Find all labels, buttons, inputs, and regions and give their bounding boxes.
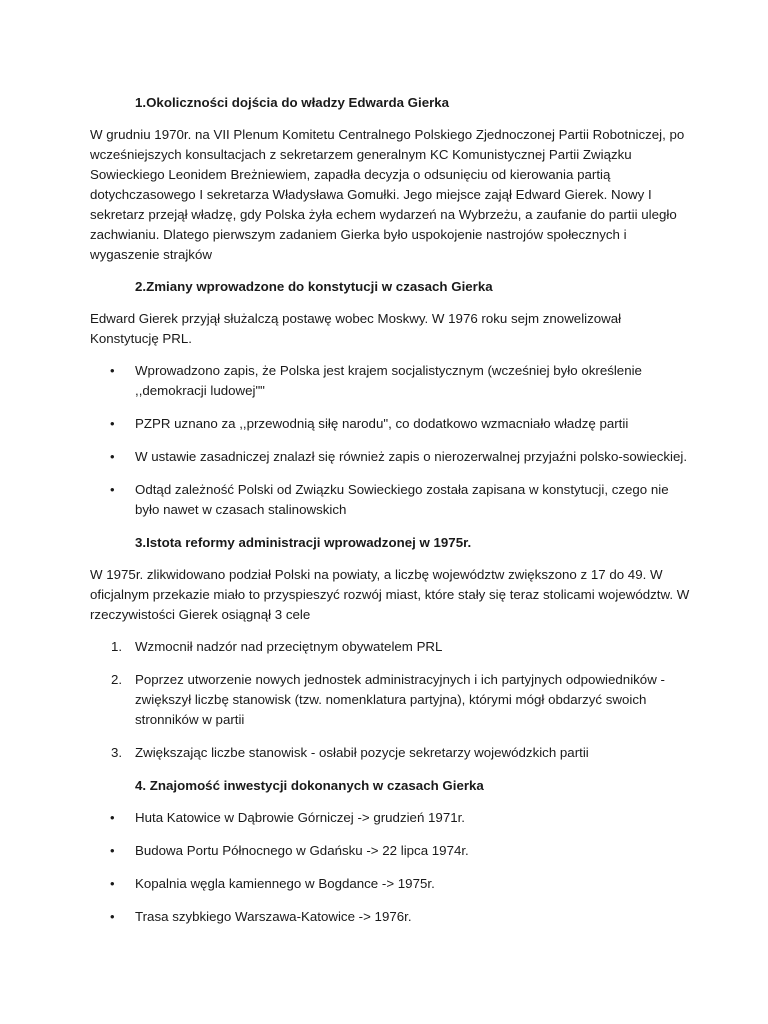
- list-item: [90, 808, 690, 828]
- bullet-icon: •: [110, 416, 115, 431]
- list-item-text: Huta Katowice w Dąbrowie Górniczej -> grudzień 1971r.: [135, 810, 466, 825]
- list-item: [90, 874, 690, 894]
- list-item: [90, 637, 690, 657]
- section-1-heading: 1.Okoliczności dojścia do władzy Edwarda Gierka: [135, 95, 450, 110]
- list-item: [90, 841, 690, 861]
- list-item: [90, 414, 690, 434]
- list-number: 3.: [111, 745, 123, 760]
- section-1-paragraph: W grudniu 1970r. na VII Plenum Komitetu Centralnego Polskiego Zjednoczonej Partii Robotniczej, po wcześniejszych konsultacjach z sekretarzem generalnym KC Komunistycznej Partii Związku Sowieckiego Leonidem Breżniewiem, zapadła decyzja o odsunięciu od kierowania partią dotychczasowego I sekretarza Władysława Gomułki. Jego miejsce zajął Edward Gierek. Nowy I sekretarz przejął władzę, gdy Polska żyła echem wydarzeń na Wybrzeżu, a zaufanie do partii uległo zachwianiu. Dlatego pierwszym zadaniem Gierka było uspokojenie nastrojów społecznych i wygaszenie strajków: [90, 127, 685, 262]
- list-item-text: Zwiększając liczbe stanowisk - osłabił pozycje sekretarzy wojewódzkich partii: [135, 745, 589, 760]
- bullet-icon: •: [110, 482, 115, 497]
- list-item-text: W ustawie zasadniczej znalazł się również zapis o nierozerwalnej przyjaźni polsko-sowieckiej.: [135, 449, 688, 464]
- bullet-icon: •: [110, 363, 115, 378]
- bullet-icon: •: [110, 909, 115, 924]
- bullet-icon: •: [110, 843, 115, 858]
- list-item-text: Wprowadzono zapis, że Polska jest krajem socjalistycznym (wcześniej było określenie ,,demokracji ludowej"": [135, 363, 642, 398]
- section-3-numbered-list: [90, 637, 690, 763]
- section-4-heading: 4. Znajomość inwestycji dokonanych w czasach Gierka: [135, 778, 484, 793]
- bullet-icon: •: [110, 876, 115, 891]
- section-4-bullet-list: [90, 808, 690, 927]
- list-item: [90, 480, 690, 520]
- list-item: [90, 907, 690, 927]
- list-item-text: Trasa szybkiego Warszawa-Katowice -> 1976r.: [135, 909, 412, 924]
- section-3-heading: 3.Istota reformy administracji wprowadzonej w 1975r.: [135, 535, 472, 550]
- list-item-text: Budowa Portu Północnego w Gdańsku -> 22 lipca 1974r.: [135, 843, 469, 858]
- document-body: [90, 93, 690, 940]
- section-2-bullet-list: [90, 361, 690, 520]
- list-item-text: Odtąd zależność Polski od Związku Sowieckiego została zapisana w konstytucji, czego nie było nawet w czasach stalinowskich: [135, 482, 669, 517]
- list-item-text: Kopalnia węgla kamiennego w Bogdance -> 1975r.: [135, 876, 435, 891]
- section-3-paragraph: W 1975r. zlikwidowano podział Polski na powiaty, a liczbę województw zwiększono z 17 do 49. W oficjalnym przekazie miało to przyspieszyć rozwój miast, które stały się teraz stolicami województw. W rzeczywistości Gierek osiągnął 3 cele: [90, 567, 690, 622]
- list-number: 1.: [111, 639, 123, 654]
- section-2-heading: 2.Zmiany wprowadzone do konstytucji w czasach Gierka: [135, 279, 493, 294]
- list-item: [90, 447, 690, 467]
- bullet-icon: •: [110, 810, 115, 825]
- list-item: [90, 743, 690, 763]
- list-item-text: Wzmocnił nadzór nad przeciętnym obywatelem PRL: [135, 639, 443, 654]
- list-item: [90, 361, 690, 401]
- list-item-text: PZPR uznano za ,,przewodnią siłę narodu", co dodatkowo wzmacniało władzę partii: [135, 416, 629, 431]
- list-item-text: Poprzez utworzenie nowych jednostek administracyjnych i ich partyjnych odpowiedników - zwiększył liczbę stanowisk (tzw. nomenklatura partyjna), którymi mógł obdarzyć swoich stronników w partii: [135, 672, 665, 727]
- list-number: 2.: [111, 672, 123, 687]
- bullet-icon: •: [110, 449, 115, 464]
- section-2-paragraph: Edward Gierek przyjął służalczą postawę wobec Moskwy. W 1976 roku sejm znowelizował Konstytucję PRL.: [90, 311, 622, 346]
- list-item: [90, 670, 690, 730]
